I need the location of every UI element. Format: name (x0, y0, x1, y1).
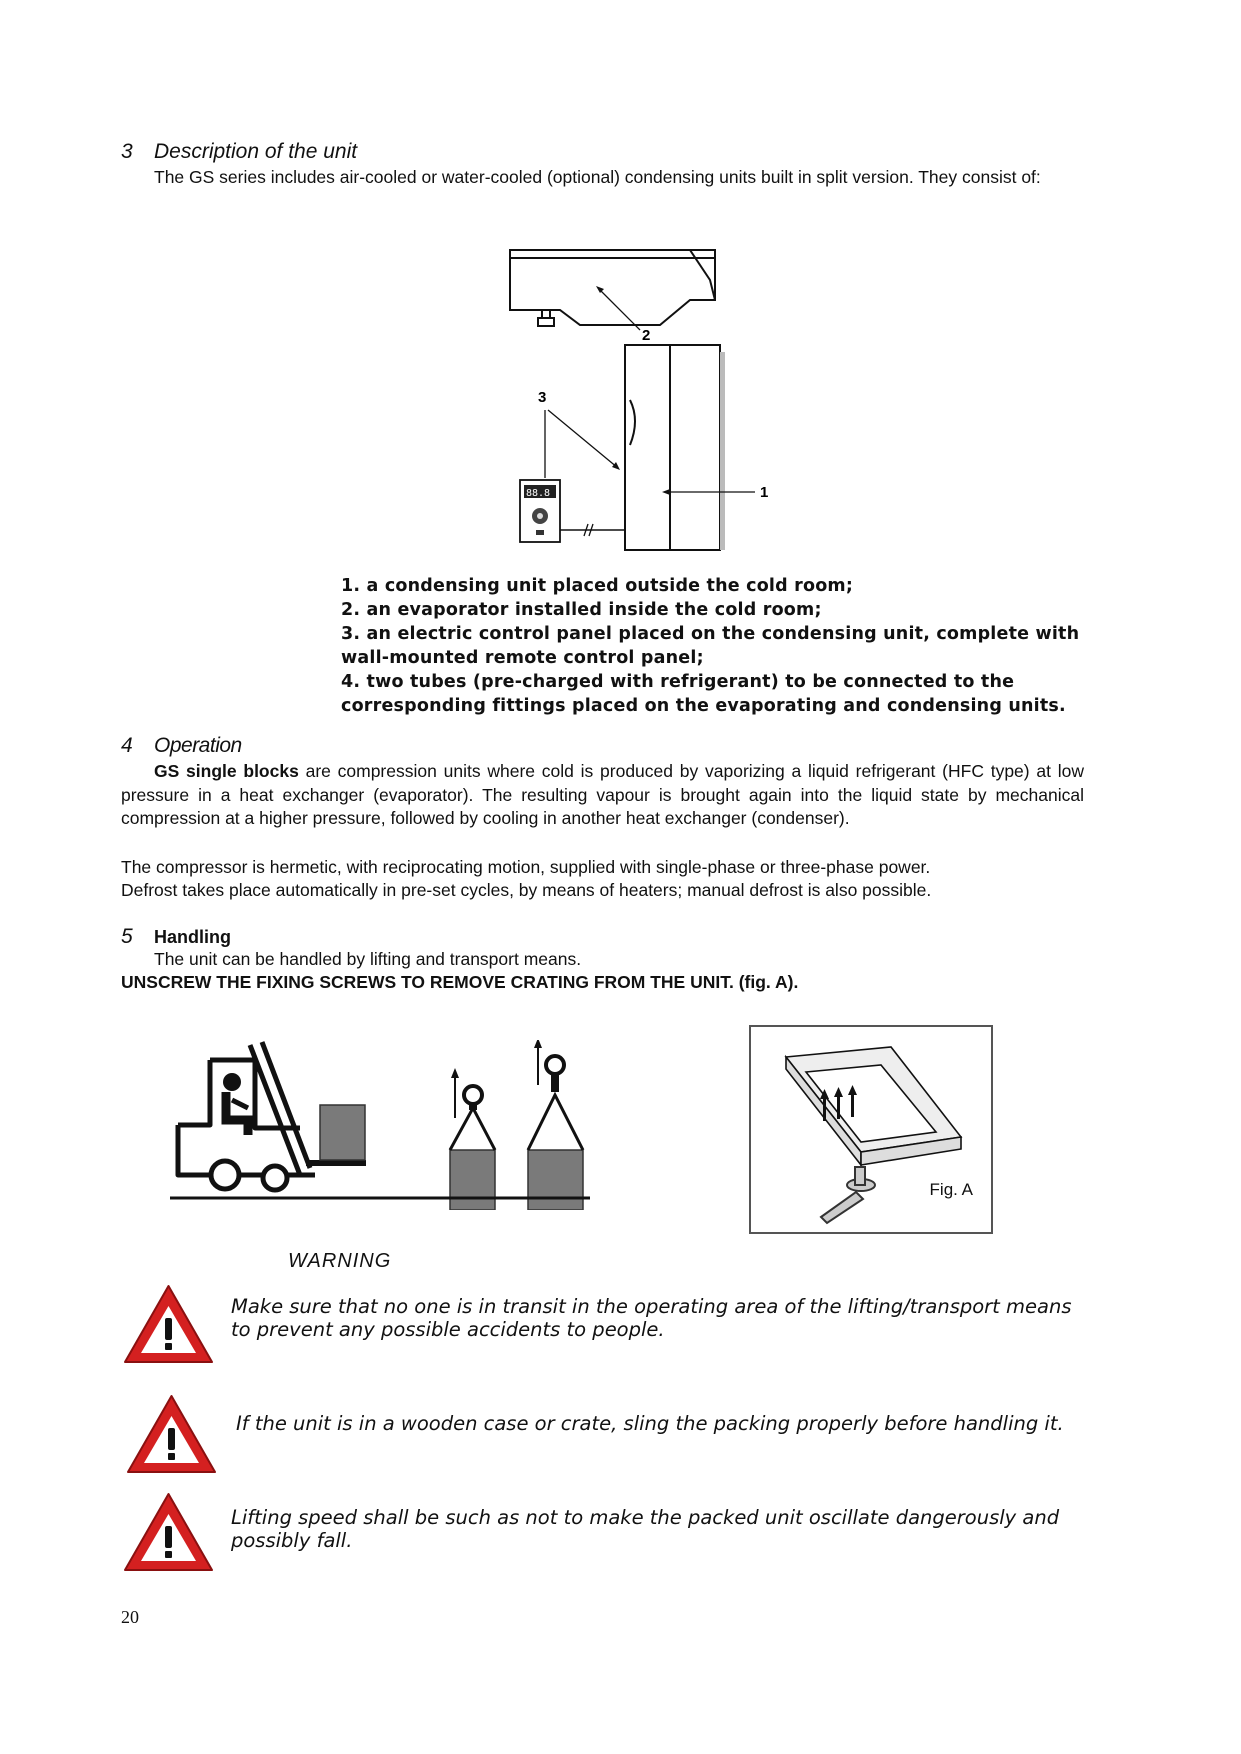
component-item-2: 2. an evaporator installed inside the cold room; (341, 600, 822, 620)
component-item-4: 4. two tubes (pre-charged with refrigerant) to be connected to the corresponding fittings placed on the evaporating and condensing units. (341, 672, 1066, 716)
callout-1: 1 (760, 484, 769, 501)
section-5-instruction: UNSCREW THE FIXING SCREWS TO REMOVE CRATING FROM THE UNIT. (fig. A). (121, 972, 799, 992)
handling-illustration (170, 1040, 590, 1210)
section-3-number: 3 (121, 140, 133, 163)
warning-icon-2 (124, 1392, 219, 1477)
warning-text-2: If the unit is in a wooden case or crate, sling the packing properly before handling it. (236, 1412, 1064, 1435)
component-item-3: 3. an electric control panel placed on the condensing unit, complete with wall-mounted remote control panel; (341, 624, 1080, 668)
section-4-para-2: The compressor is hermetic, with reciprocating motion, supplied with single-phase or three-phase power. (121, 857, 931, 877)
components-list (341, 574, 1081, 718)
section-4-title: Operation (154, 734, 242, 757)
page-number: 20 (121, 1607, 139, 1627)
warning-text-3: Lifting speed shall be such as not to make the packed unit oscillate dangerously and possibly fall. (231, 1506, 1060, 1552)
warning-icon-3 (121, 1490, 216, 1575)
section-4-para-3: Defrost takes place automatically in pre-set cycles, by means of heaters; manual defrost is also possible. (121, 880, 932, 900)
panel-display: 88.8 (526, 488, 551, 499)
section-3-title: Description of the unit (154, 140, 358, 163)
warning-icon-1 (121, 1282, 216, 1367)
section-4-lead: GS single blocks (154, 761, 299, 781)
callout-2: 2 (642, 327, 651, 344)
fig-a-illustration (751, 1027, 991, 1232)
split-unit-diagram (490, 240, 790, 560)
component-item-1: 1. a condensing unit placed outside the cold room; (341, 576, 854, 596)
section-4-para-1-text: are compression units where cold is produced by vaporizing a liquid refrigerant (HFC type) at low pressure in a heat exchanger (evaporator). The resulting vapour is brought again into the liquid state by mechanical compression at a higher pressure, followed by cooling in another heat exchanger (condenser). (121, 761, 1084, 828)
fig-a-label: Fig. A (929, 1180, 973, 1199)
section-5-number: 5 (121, 925, 133, 948)
section-4-number: 4 (121, 734, 133, 757)
section-5-title: Handling (154, 927, 231, 947)
callout-3: 3 (538, 389, 547, 406)
fig-a-frame (749, 1025, 993, 1234)
warning-title: WARNING (288, 1250, 392, 1272)
warning-text-1: Make sure that no one is in transit in the operating area of the lifting/transport means to prevent any possible accidents to people. (231, 1295, 1072, 1341)
section-5-intro: The unit can be handled by lifting and transport means. (154, 949, 582, 969)
section-3-intro: The GS series includes air-cooled or water-cooled (optional) condensing units built in split version. They consist of: (154, 167, 1041, 187)
section-4-para-1 (121, 760, 1084, 831)
